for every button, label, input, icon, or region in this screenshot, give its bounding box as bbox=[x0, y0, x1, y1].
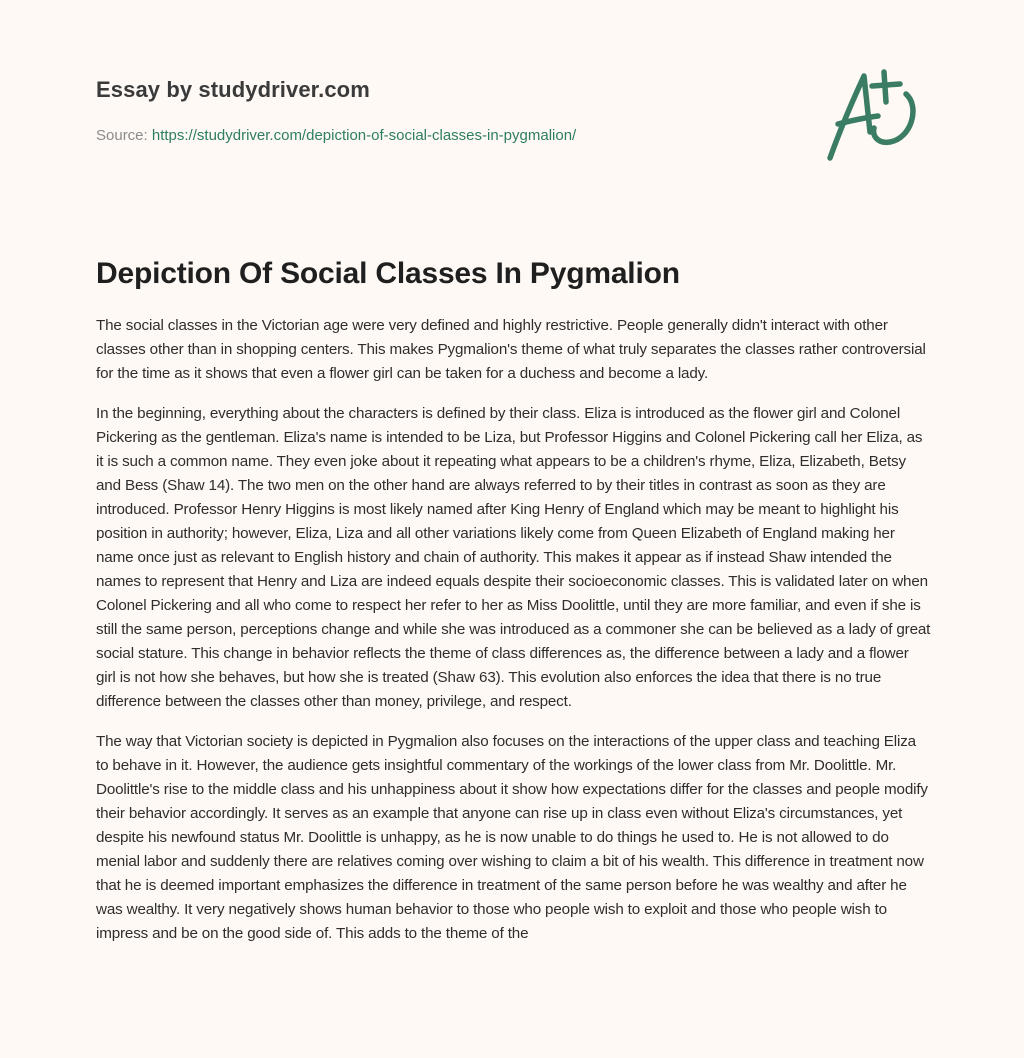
essay-title: Depiction Of Social Classes In Pygmalion bbox=[96, 257, 680, 290]
source-label: Source: bbox=[96, 127, 152, 144]
page-header bbox=[96, 76, 816, 146]
brand-title: Essay by studydriver.com bbox=[96, 77, 370, 102]
essay-body bbox=[96, 314, 932, 962]
essay-paragraph: The social classes in the Victorian age were very defined and highly restrictive. People generally didn't interact with other classes other than in shopping centers. This makes Pygmalion's theme of what truly separates the classes rather controversial for the time as it shows that even a flower girl can be taken for a duchess and become a lady. bbox=[96, 317, 926, 382]
essay-paragraph: The way that Victorian society is depicted in Pygmalion also focuses on the interactions of the upper class and teaching Eliza to behave in it. However, the audience gets insightful commentary of the workings of the lower class from Mr. Doolittle. Mr. Doolittle's rise to the middle class and his unhappiness about it show how expectations differ for the classes and people modify their behavior accordingly. It serves as an example that anyone can rise up in class even without Eliza's circumstances, yet despite his newfound status Mr. Doolittle is unhappy, as he is now unable to do things he used to. He is not allowed to do menial labor and suddenly there are relatives coming over wishing to claim a bit of his wealth. This difference in treatment now that he is deemed important emphasizes the difference in treatment of the same person before he was wealthy and after he was wealthy. It very negatively shows human behavior to those who people wish to exploit and those who people wish to impress and be on the good side of. This adds to the theme of the bbox=[96, 733, 928, 942]
a-plus-grade-icon bbox=[822, 66, 926, 164]
source-line bbox=[96, 126, 816, 146]
essay-paragraph: In the beginning, everything about the characters is defined by their class. Eliza is introduced as the flower girl and Colonel Pickering as the gentleman. Eliza's name is intended to be Liza, but Professor Higgins and Colonel Pickering call her Eliza, as it is such a common name. They even joke about it repeating what appears to be a children's rhyme, Eliza, Elizabeth, Betsy and Bess (Shaw 14). The two men on the other hand are always referred to by their titles in contrast as soon as they are introduced. Professor Henry Higgins is most likely named after King Henry of England which may be meant to highlight his position in authority; however, Eliza, Liza and all other variations likely come from Queen Elizabeth of England making her name once just as relevant to English history and chain of authority. This makes it appear as if instead Shaw intended the names to represent that Henry and Liza are indeed equals despite their socioeconomic classes. This is validated later on when Colonel Pickering and all who come to respect her refer to her as Miss Doolittle, until they are more familiar, and even if she is still the same person, perceptions change and while she was introduced as a commoner she can be believed as a lady of great social stature. This change in behavior reflects the theme of class differences as, the difference between a lady and a flower girl is not how she behaves, but how she is treated (Shaw 63). This evolution also enforces the idea that there is no true difference between the classes other than money, privilege, and respect. bbox=[96, 405, 931, 710]
source-link[interactable]: https://studydriver.com/depiction-of-social-classes-in-pygmalion/ bbox=[151, 127, 577, 144]
